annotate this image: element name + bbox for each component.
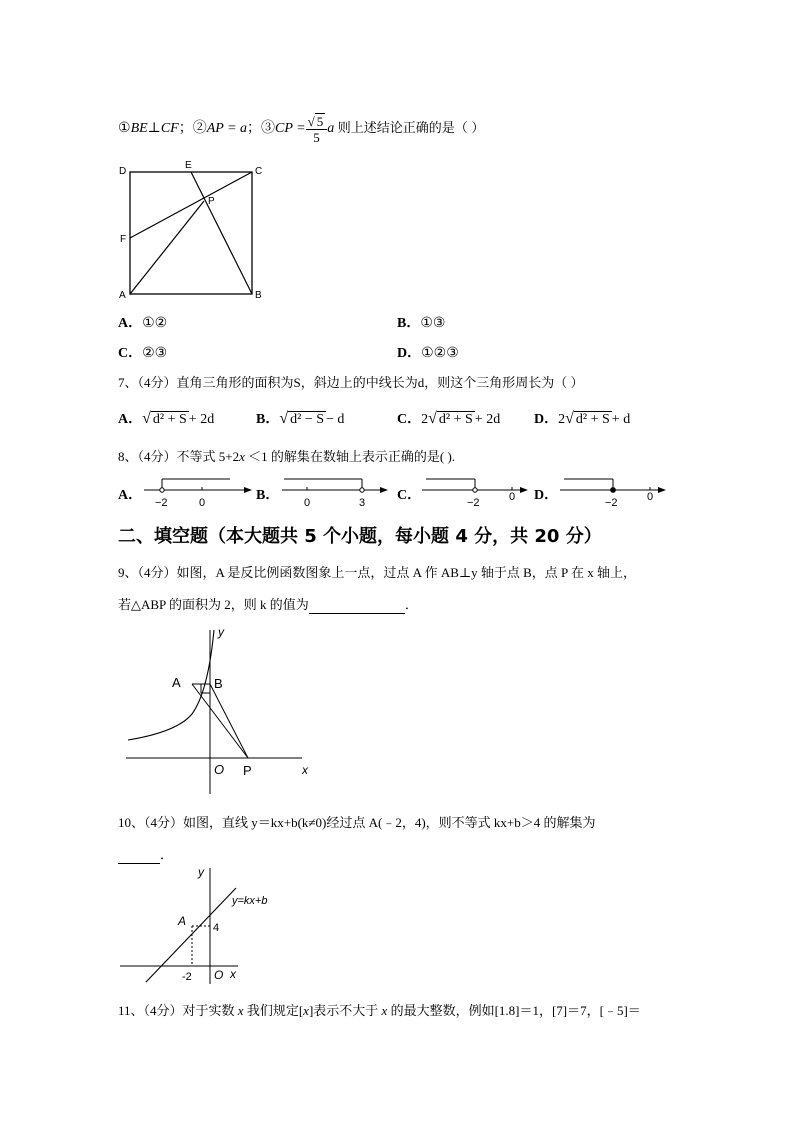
q11-var-1: x (237, 1003, 244, 1018)
q6-option-a-label: A． (118, 316, 143, 331)
q6-ap-eq-a: AP = a (206, 121, 248, 136)
tick-label-1: −2 (605, 497, 618, 508)
q6-var-a: a (327, 121, 335, 136)
endpoint-open (360, 488, 364, 492)
q6-option-b-text: ①③ (420, 316, 446, 331)
q8-option-d-label[interactable]: D． (534, 488, 559, 503)
q10-answer-blank[interactable] (118, 847, 160, 864)
q11-post: 的最大整数，例如[1.8]＝1，[7]＝7，[﹣5]＝ (387, 1003, 641, 1018)
q6-fraction (306, 113, 328, 145)
q6-sep-2: ； (247, 121, 262, 136)
endpoint-closed (611, 488, 616, 493)
endpoint-open (473, 488, 477, 492)
q10-line-2 (118, 844, 173, 864)
label-f: F (120, 234, 127, 245)
segment-ap (130, 201, 204, 294)
q7-option-c-label: C． (397, 412, 422, 427)
q6-option-c-text: ②③ (142, 346, 168, 361)
q6-be: BE (130, 121, 148, 136)
q7-stem: 7、（4分）直角三角形的面积为S，斜边上的中线长为d，则这个三角形周长为（ ） (118, 375, 584, 390)
q7-option-d[interactable] (534, 408, 630, 428)
q8-option-a-numberline[interactable] (142, 474, 254, 508)
q10-line-1: 10、（4分）如图，直线 y＝kx+b(k≠0)经过点 A(﹣2，4)，则不等式 kx+b＞4 的解集为 (118, 815, 596, 830)
q8-option-b-numberline[interactable] (280, 474, 392, 508)
sqrt-sign: √ (307, 113, 315, 129)
q7-option-a[interactable] (118, 408, 214, 428)
label-c: C (255, 166, 263, 177)
axis-arrow (658, 487, 666, 493)
q7-option-d-tail: + d (611, 412, 631, 427)
label-b: B (214, 676, 223, 691)
tick-label-1: −2 (155, 497, 168, 508)
q7-option-c-radicand: d² + S (438, 412, 473, 427)
q7-option-a-tail: + 2d (188, 412, 215, 427)
q7-option-d-radicand: d² + S (575, 412, 610, 427)
q9-line-2 (118, 594, 418, 614)
q8-option-c-label[interactable]: C． (397, 488, 422, 503)
q6-sep-1: ； (178, 121, 193, 136)
q7-option-a-label: A． (118, 412, 143, 427)
label-y: y (198, 865, 204, 879)
q6-option-b[interactable] (397, 312, 445, 332)
q6-sqrt-arg: 5 (316, 113, 324, 129)
q9-line-2-end: ． (404, 597, 418, 612)
q6-square-figure (112, 158, 272, 306)
q7-option-c-coef: 2 (421, 412, 429, 427)
q6-statements (118, 112, 484, 145)
section-2-title: 二、填空题（本大题共 5 个小题，每小题 4 分，共 20 分） (118, 526, 602, 547)
q11-line-1 (118, 1000, 641, 1019)
label-y: y (218, 625, 224, 639)
q9-line-1: 9、（4分）如图，A 是反比例函数图象上一点，过点 A 作 AB⊥y 轴于点 B，点 P 在 x 轴上， (118, 565, 637, 580)
endpoint-open (160, 488, 164, 492)
label-x: x (302, 763, 308, 777)
q11-var-2: x (303, 1003, 309, 1018)
q7-option-c[interactable] (397, 408, 500, 428)
label-equation: y=kx+b (232, 895, 268, 907)
q6-cf: CF (160, 121, 179, 136)
q6-option-a[interactable] (118, 312, 167, 332)
q10-figure (116, 864, 290, 990)
q8-option-b-label[interactable]: B． (256, 488, 280, 503)
q6-option-d-text: ①②③ (421, 346, 459, 361)
q6-statement-2-number: ② (192, 121, 207, 136)
q6-cp-eq: CP = (275, 121, 306, 136)
q11-var-3: x (381, 1003, 388, 1018)
label-p: P (243, 763, 252, 778)
q8-stem-var: x (239, 449, 245, 464)
q8-stem-pre: 8、（4分）不等式 5+2 (118, 449, 240, 464)
segment-cf (130, 172, 252, 238)
label-a: A (172, 675, 181, 690)
sqrt-sign: √ (565, 410, 574, 427)
square-outline (130, 172, 252, 294)
q6-perp: ⊥ (147, 121, 161, 136)
q8-option-a-label[interactable]: A． (118, 488, 143, 503)
q7-option-c-tail: + 2d (474, 412, 501, 427)
q7-option-d-coef: 2 (558, 412, 566, 427)
q9-line-2-text: 若△ABP 的面积为 2，则 k 的值为 (118, 597, 309, 612)
tick-label-2: 3 (359, 497, 366, 508)
q11-pre: 11、（4分）对于实数 (118, 1003, 238, 1018)
q11-mid-2: ]表示不大于 (308, 1003, 382, 1018)
tick-label-2: 0 (199, 497, 206, 508)
q8-option-d-numberline[interactable] (558, 474, 670, 508)
q6-denominator: 5 (313, 129, 320, 145)
sqrt-sign: √ (428, 410, 437, 427)
q6-option-b-label: B． (397, 316, 421, 331)
segment-ap (192, 684, 248, 758)
q9-figure (122, 622, 322, 798)
label-o: O (214, 762, 225, 777)
segment-be (191, 172, 252, 294)
label-o: O (214, 968, 224, 982)
sqrt-sign: √ (142, 410, 151, 427)
axis-arrow (380, 487, 388, 493)
label-four: 4 (213, 922, 220, 934)
tick-label-1: 0 (304, 497, 311, 508)
label-p: P (208, 196, 215, 207)
axis-arrow (244, 487, 252, 493)
q6-statement-3-number: ③ (261, 121, 276, 136)
label-a: A (178, 914, 187, 928)
q7-option-a-radicand: d² + S (152, 412, 187, 427)
q7-option-d-label: D． (534, 412, 559, 427)
q9-answer-blank[interactable] (309, 597, 405, 614)
q7-option-b-label: B． (256, 412, 280, 427)
q6-option-a-text: ①② (142, 316, 168, 331)
axis-arrow (520, 487, 528, 493)
q11-mid-1: 我们规定[ (243, 1003, 304, 1018)
q6-option-c-label: C． (118, 346, 143, 361)
q8-stem-post: ＜1 的解集在数轴上表示正确的是( ). (244, 449, 456, 464)
q6-option-d[interactable] (397, 342, 459, 362)
q6-tail: 则上述结论正确的是（ ） (337, 120, 485, 135)
q6-option-c[interactable] (118, 342, 167, 362)
q10-line-2-end: ． (160, 847, 174, 862)
label-d: D (119, 166, 127, 177)
q6-statement-1-number: ① (118, 121, 131, 136)
q7-option-b-tail: − d (326, 412, 345, 427)
label-neg2: -2 (182, 971, 192, 983)
q8-stem (118, 446, 455, 465)
q8-option-c-numberline[interactable] (420, 474, 532, 508)
tick-label-2: 0 (509, 491, 516, 503)
q7-option-b[interactable] (256, 408, 344, 428)
segment-bp (210, 684, 248, 758)
tick-label-1: −2 (467, 497, 480, 508)
label-x: x (230, 967, 236, 981)
label-a: A (119, 290, 126, 301)
sqrt-sign: √ (279, 410, 289, 427)
q6-option-d-label: D． (397, 346, 422, 361)
label-e: E (185, 160, 192, 171)
q7-option-b-radicand: d² − S (290, 412, 325, 427)
label-b: B (255, 290, 262, 301)
tick-label-2: 0 (647, 491, 654, 503)
